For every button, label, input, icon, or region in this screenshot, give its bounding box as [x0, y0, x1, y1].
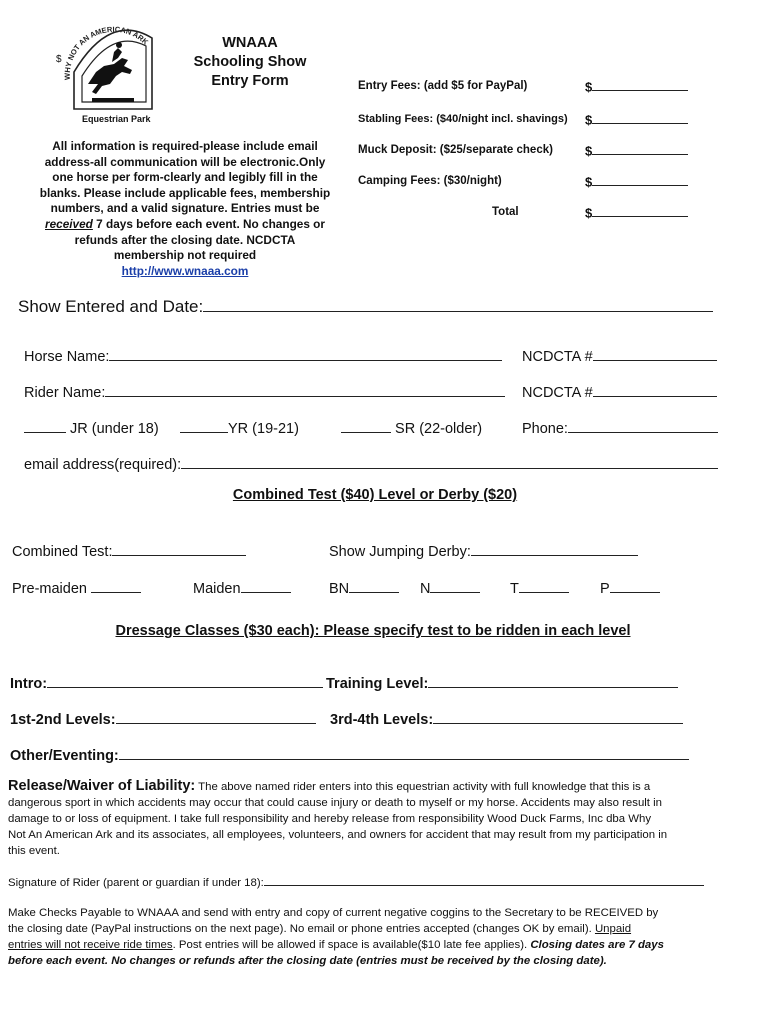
footer-line: . Post entries will be allowed if space is available($10 late fee applies).: [172, 939, 531, 951]
logo-caption: Equestrian Park: [82, 114, 151, 124]
training-label: Training Level:: [326, 675, 429, 692]
derby-row[interactable]: [329, 541, 638, 560]
info-block: [20, 139, 350, 279]
entry-fees-label: Entry Fees: (add $5 for PayPal): [358, 80, 528, 92]
maiden-label: Maiden: [193, 580, 241, 597]
title-line-1: Schooling Show: [193, 54, 307, 70]
show-entered-field[interactable]: [203, 295, 713, 312]
combined-test-heading: Combined Test ($40) Level or Derby ($20): [232, 487, 518, 503]
training-row[interactable]: [326, 673, 678, 692]
n-option[interactable]: [420, 578, 480, 597]
yr-label: YR (19-21): [228, 420, 299, 437]
maiden-option[interactable]: [193, 578, 291, 597]
payment-instructions: [8, 905, 763, 969]
rider-name-field[interactable]: [105, 382, 505, 397]
camping-fees-label: Camping Fees: ($30/night): [358, 175, 502, 187]
stabling-fees-field[interactable]: $: [585, 111, 688, 127]
other-eventing-row[interactable]: [10, 745, 689, 764]
email-label: email address(required):: [24, 456, 182, 473]
derby-field[interactable]: [471, 541, 638, 556]
received-emphasis: received: [45, 216, 93, 231]
logo: [52, 14, 170, 126]
p-field[interactable]: [610, 578, 660, 593]
sr-option[interactable]: [341, 418, 482, 437]
dressage-heading: Dressage Classes ($30 each): Please specify test to be ridden in each level: [115, 623, 631, 639]
jr-field[interactable]: [24, 418, 66, 433]
show-entered-label: Show Entered and Date:: [18, 297, 204, 317]
waiver-line: dangerous sport in which accidents may occur that could cause injury or death to myself or my horse. Accidents may also result in: [8, 797, 663, 809]
info-line: membership not required: [113, 248, 257, 263]
bn-option[interactable]: [329, 578, 399, 597]
horse-name-field[interactable]: [109, 346, 502, 361]
waiver-line: Not An American Ark and its associates, all employees, volunteers, and owners for accident that may result from my participation in: [8, 829, 668, 841]
horse-ncdcta-field[interactable]: [593, 346, 717, 361]
intro-row[interactable]: [10, 673, 323, 692]
p-option[interactable]: [600, 578, 660, 597]
n-label: N: [420, 580, 431, 597]
signature-label: Signature of Rider (parent or guardian if under 18):: [8, 876, 264, 889]
info-line: [20, 217, 350, 233]
horse-ncdcta-row[interactable]: [522, 346, 717, 365]
sr-label: SR (22-older): [391, 420, 483, 437]
waiver-title: Release/Waiver of Liability:: [8, 778, 196, 794]
premaiden-option[interactable]: [12, 578, 141, 597]
org-name: WNAAA: [222, 35, 278, 51]
camping-fees-field[interactable]: $: [585, 173, 688, 189]
n-field[interactable]: [430, 578, 480, 593]
other-eventing-field[interactable]: [119, 745, 689, 760]
phone-field[interactable]: [568, 418, 718, 433]
muck-deposit-field[interactable]: $: [585, 142, 688, 158]
waiver-block: [8, 778, 758, 859]
rider-ncdcta-field[interactable]: [593, 382, 717, 397]
t-option[interactable]: [510, 578, 569, 597]
yr-option[interactable]: [180, 418, 299, 437]
rider-name-label: Rider Name:: [24, 384, 106, 401]
muck-deposit-label: Muck Deposit: ($25/separate check): [358, 144, 553, 156]
sr-field[interactable]: [341, 418, 391, 433]
closing-dates-emphasis: Closing dates are 7 days: [530, 939, 664, 951]
footer-line: the closing date (PayPal instructions on the next page). No email or phone entries accepted (changes OK by email).: [8, 923, 595, 935]
t-label: T: [510, 580, 519, 597]
footer-underline: Unpaid: [594, 923, 632, 935]
show-entered-row[interactable]: [18, 295, 713, 317]
yr-field[interactable]: [180, 418, 228, 433]
combined-test-field[interactable]: [112, 541, 246, 556]
bn-label: BN: [329, 580, 350, 597]
waiver-line: this event.: [8, 845, 60, 857]
rider-ncdcta-row[interactable]: [522, 382, 717, 401]
rider-name-row[interactable]: [24, 382, 505, 401]
intro-field[interactable]: [47, 673, 323, 688]
info-line: refunds after the closing date. NCDCTA: [74, 232, 296, 247]
website-link[interactable]: http://www.wnaaa.com: [121, 263, 249, 278]
footer-underline: entries will not receive ride times: [8, 939, 173, 951]
title-line-2: Entry Form: [211, 73, 289, 89]
training-field[interactable]: [428, 673, 678, 688]
maiden-field[interactable]: [241, 578, 291, 593]
horse-ncdcta-label: NCDCTA #: [522, 348, 593, 365]
derby-label: Show Jumping Derby:: [329, 543, 471, 560]
p-label: P: [600, 580, 610, 597]
t-field[interactable]: [519, 578, 569, 593]
signature-field[interactable]: [264, 874, 704, 886]
other-eventing-label: Other/Eventing:: [10, 747, 119, 764]
levels-12-field[interactable]: [116, 709, 316, 724]
form-title: [180, 34, 320, 91]
total-label: Total: [492, 206, 519, 218]
email-field[interactable]: [181, 454, 718, 469]
levels-34-row[interactable]: [330, 709, 683, 728]
svg-text:$: $: [56, 54, 62, 65]
phone-row[interactable]: [522, 418, 718, 437]
total-field[interactable]: $: [585, 204, 688, 220]
horse-jumper-logo-icon: [52, 14, 170, 126]
combined-test-row[interactable]: [12, 541, 246, 560]
waiver-line: damage to or loss of equipment. I take full responsibility and hereby release from responsibility Wood Duck Farms, Inc dba Why: [8, 813, 652, 825]
info-line: numbers, and a valid signature. Entries must be: [50, 201, 320, 216]
closing-dates-emphasis: before each event. No changes or refunds after the closing date (entries must be received by the closing date).: [8, 955, 607, 967]
stabling-fees-label: Stabling Fees: ($40/night incl. shavings): [358, 113, 568, 125]
intro-label: Intro:: [10, 675, 48, 692]
footer-line: Make Checks Payable to WNAAA and send with entry and copy of current negative coggins to the Secretary to be RECEIVED by: [8, 907, 659, 919]
info-line: blanks. Please include applicable fees, membership: [39, 185, 331, 200]
premaiden-label: Pre-maiden: [12, 580, 91, 597]
signature-row[interactable]: [8, 874, 704, 889]
premaiden-field[interactable]: [91, 578, 141, 593]
levels-12-label: 1st-2nd Levels:: [10, 711, 116, 728]
jr-option[interactable]: [24, 418, 159, 437]
info-line: address-all communication will be electronic.Only: [44, 154, 326, 169]
info-line: All information is required-please include email: [52, 139, 318, 153]
waiver-line: The above named rider enters into this equestrian activity with full knowledge that this is a: [195, 781, 651, 793]
levels-34-label: 3rd-4th Levels:: [330, 711, 434, 728]
combined-test-label: Combined Test:: [12, 543, 113, 560]
horse-name-label: Horse Name:: [24, 348, 110, 365]
entry-fees-field[interactable]: $: [585, 78, 688, 94]
info-line: one horse per form-clearly and legibly fill in the: [52, 170, 318, 185]
info-line-rest: 7 days before each event. No changes or: [92, 216, 325, 231]
levels-34-field[interactable]: [433, 709, 683, 724]
jr-label: JR (under 18): [66, 420, 159, 437]
svg-text:WHY NOT AN AMERICAN ARK: WHY NOT AN AMERICAN ARK: [62, 24, 151, 81]
rider-ncdcta-label: NCDCTA #: [522, 384, 593, 401]
phone-label: Phone:: [522, 420, 568, 437]
bn-field[interactable]: [349, 578, 399, 593]
levels-12-row[interactable]: [10, 709, 316, 728]
email-row[interactable]: [24, 454, 718, 473]
horse-name-row[interactable]: [24, 346, 502, 365]
